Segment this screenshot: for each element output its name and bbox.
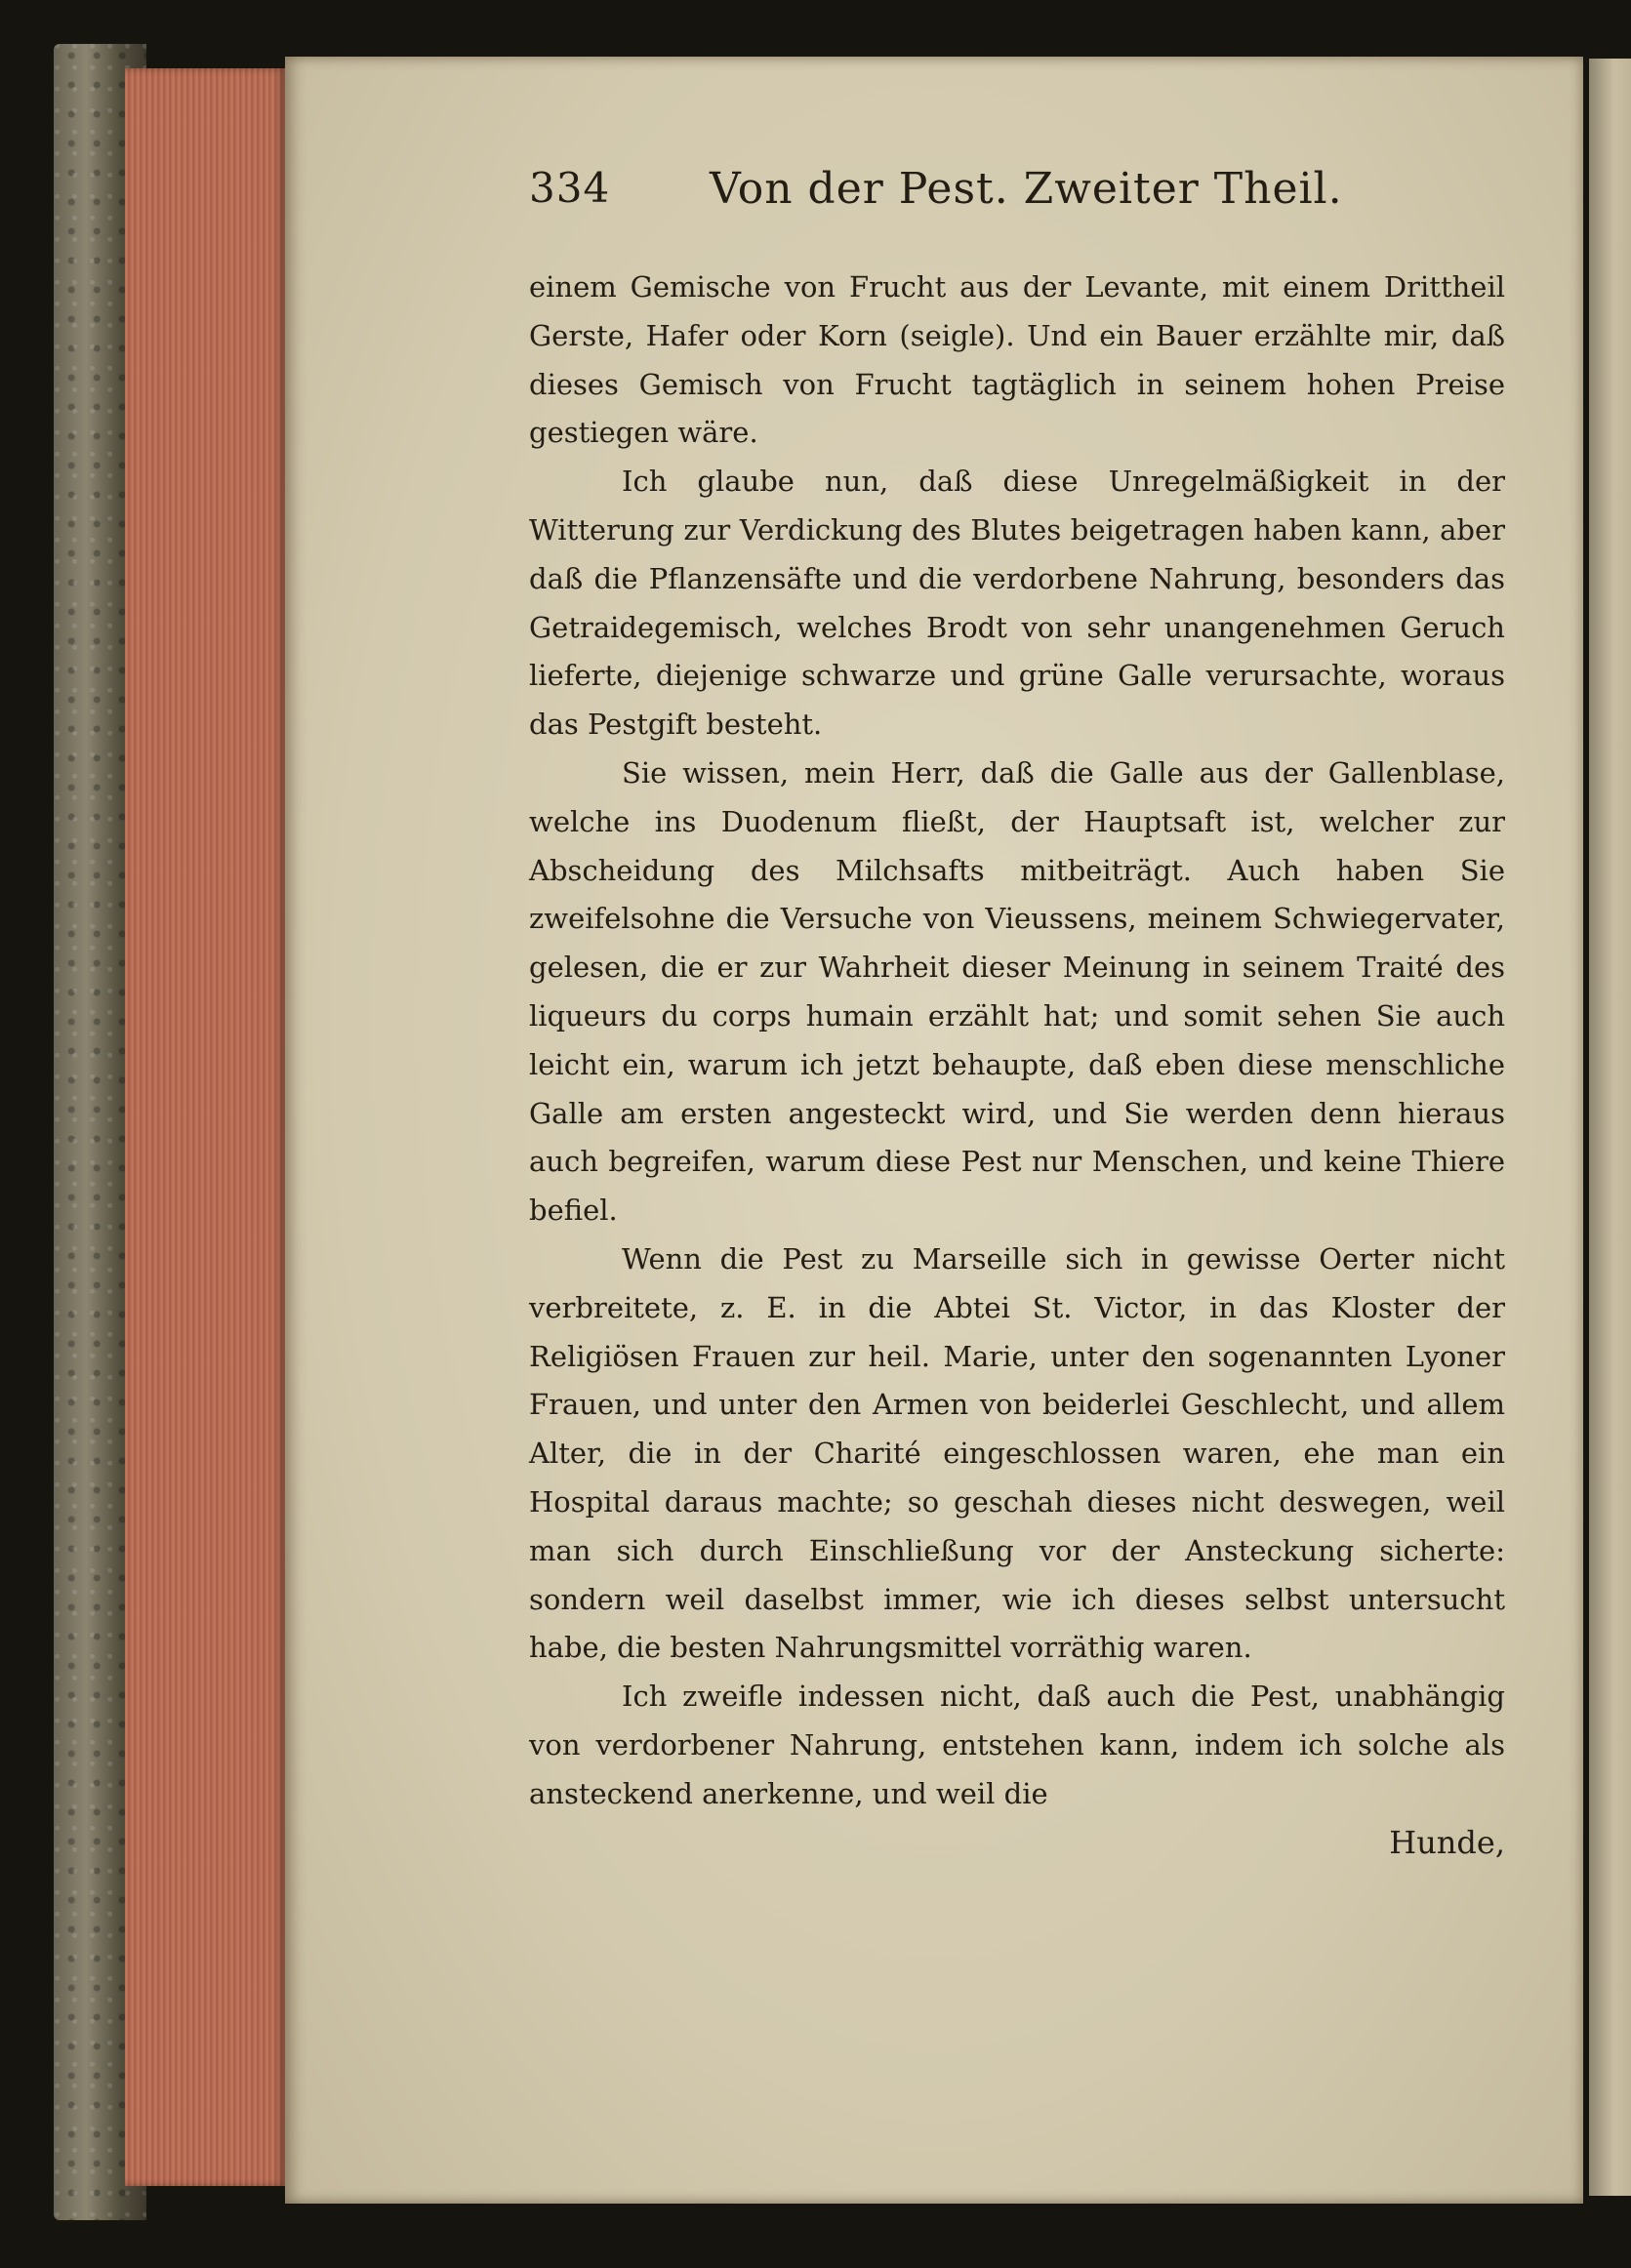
paragraph-weather: Ich glaube nun, daß diese Unregelmäßigkeit in der Witterung zur Verdickung des Blutes beigetragen haben kann, aber daß die Pflanzensäfte und die verdorbene Nahrung, besonders das Getraidegemisch, welches Brodt von sehr unangenehmen Geruch lieferte, diejenige schwarze und grüne Galle verursachte, woraus das Pestgift besteht. xyxy=(529,465,1505,742)
running-title: Von der Pest. Zweiter Theil. xyxy=(710,164,1343,214)
paragraph-continuation: einem Gemische von Frucht aus der Levante, mit einem Drittheil Gerste, Hafer oder Korn (seigle). Und ein Bauer erzählte mir, daß dieses Gemisch von Frucht tagtäglich in seinem hohen Preise gestiegen wäre. xyxy=(529,270,1505,450)
paragraph-contagion: Ich zweifle indessen nicht, daß auch die Pest, unabhängig von verdorbener Nahrung, entstehen kann, indem ich solche als ansteckend anerkenne, und weil die xyxy=(529,1680,1505,1810)
catchword: Hunde, xyxy=(1389,1823,1505,1861)
paragraph-marseille: Wenn die Pest zu Marseille sich in gewisse Oerter nicht verbreitete, z. E. in die Abtei St. Victor, in das Kloster der Religiösen Frauen zur heil. Marie, unter den sogenannten Lyoner Frauen, und unter den Armen von beiderlei Geschlecht, und allem Alter, die in der Charité eingeschlossen waren, ehe man ein Hospital daraus machte; so geschah dieses nicht deswegen, weil man sich durch Einschließung vor der Ansteckung sicherte: sondern weil daselbst immer, wie ich dieses selbst untersucht habe, die besten Nahrungsmittel vorräthig waren. xyxy=(529,1241,1505,1665)
body-text xyxy=(529,263,1505,1867)
book-page xyxy=(285,57,1583,2204)
paragraph-galle: Sie wissen, mein Herr, daß die Galle aus der Gallenblase, welche ins Duodenum fließt, der Hauptsaft ist, welcher zur Abscheidung des Milchsafts mitbeiträgt. Auch haben Sie zweifelsohne die Versuche von Vieussens, meinem Schwiegervater, gelesen, die er zur Wahrheit dieser Meinung in seinem Traité des liqueurs du corps humain erzählt hat; und somit sehen Sie auch leicht ein, warum ich jetzt behaupte, daß eben diese menschliche Galle am ersten angesteckt wird, und Sie werden denn hieraus auch begreifen, warum diese Pest nur Menschen, und keine Thiere befiel. xyxy=(529,755,1505,1228)
facing-page-edge xyxy=(1589,59,1631,2196)
page-header xyxy=(529,164,1505,232)
page-edges xyxy=(125,68,286,2186)
page-number: 334 xyxy=(529,164,611,212)
